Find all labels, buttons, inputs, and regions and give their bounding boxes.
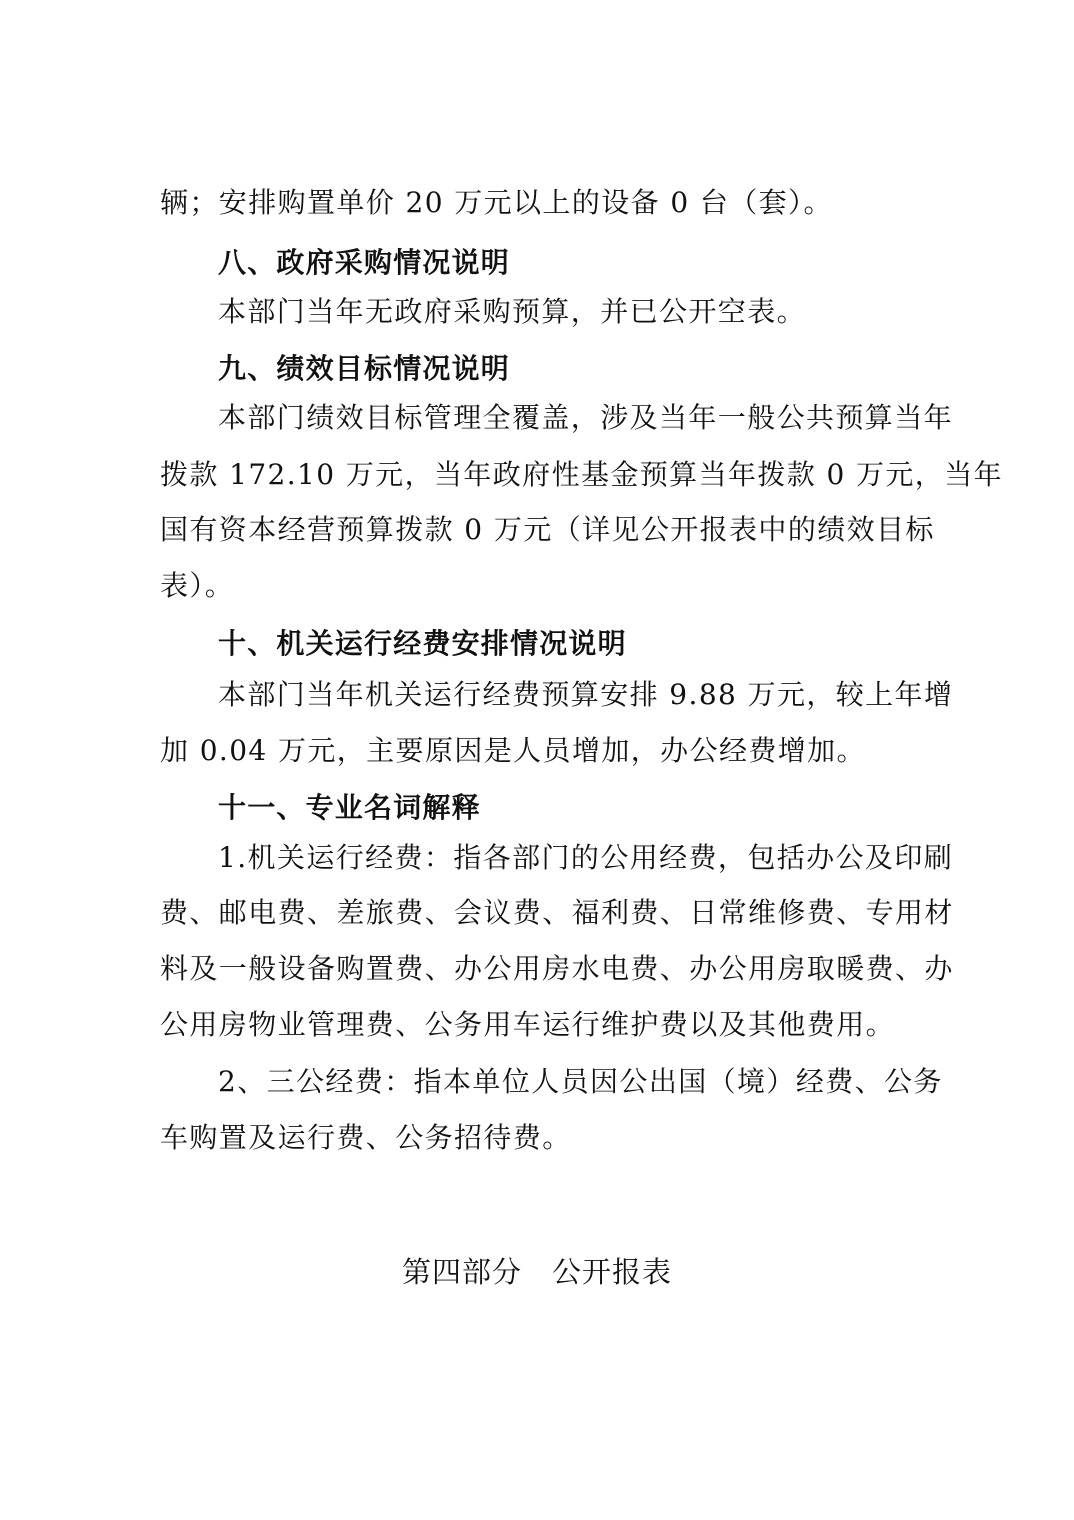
section-heading-operating-funds: 十、机关运行经费安排情况说明 <box>218 627 627 660</box>
paragraph-line: 1.机关运行经费：指各部门的公用经费，包括办公及印刷 <box>218 841 954 874</box>
paragraph-line: 本部门当年无政府采购预算，并已公开空表。 <box>218 295 807 328</box>
paragraph-line: 表）。 <box>160 569 235 602</box>
part-title: 第四部分 公开报表 <box>401 1255 672 1289</box>
paragraph-line: 辆；安排购置单价 20 万元以上的设备 0 台（套）。 <box>160 186 833 219</box>
section-heading-performance: 九、绩效目标情况说明 <box>218 352 511 385</box>
paragraph-line: 料及一般设备购置费、办公用房水电费、办公用房取暖费、办 <box>160 952 954 985</box>
paragraph-line: 2、三公经费：指本单位人员因公出国（境）经费、公务 <box>218 1065 943 1098</box>
paragraph-line: 加 0.04 万元，主要原因是人员增加，办公经费增加。 <box>160 734 866 767</box>
paragraph-line: 本部门绩效目标管理全覆盖，涉及当年一般公共预算当年 <box>218 401 954 434</box>
paragraph-line: 本部门当年机关运行经费预算安排 9.88 万元，较上年增 <box>218 678 954 711</box>
paragraph-line: 国有资本经营预算拨款 0 万元（详见公开报表中的绩效目标 <box>160 513 935 546</box>
paragraph-line: 费、邮电费、差旅费、会议费、福利费、日常维修费、专用材 <box>160 896 954 929</box>
paragraph-line: 拨款 172.10 万元，当年政府性基金预算当年拨款 0 万元，当年 <box>160 458 1003 491</box>
paragraph-line: 公用房物业管理费、公务用车运行维护费以及其他费用。 <box>160 1008 896 1041</box>
section-heading-glossary: 十一、专业名词解释 <box>218 791 481 824</box>
paragraph-line: 车购置及运行费、公务招待费。 <box>160 1121 572 1154</box>
section-heading-procurement: 八、政府采购情况说明 <box>218 246 511 279</box>
